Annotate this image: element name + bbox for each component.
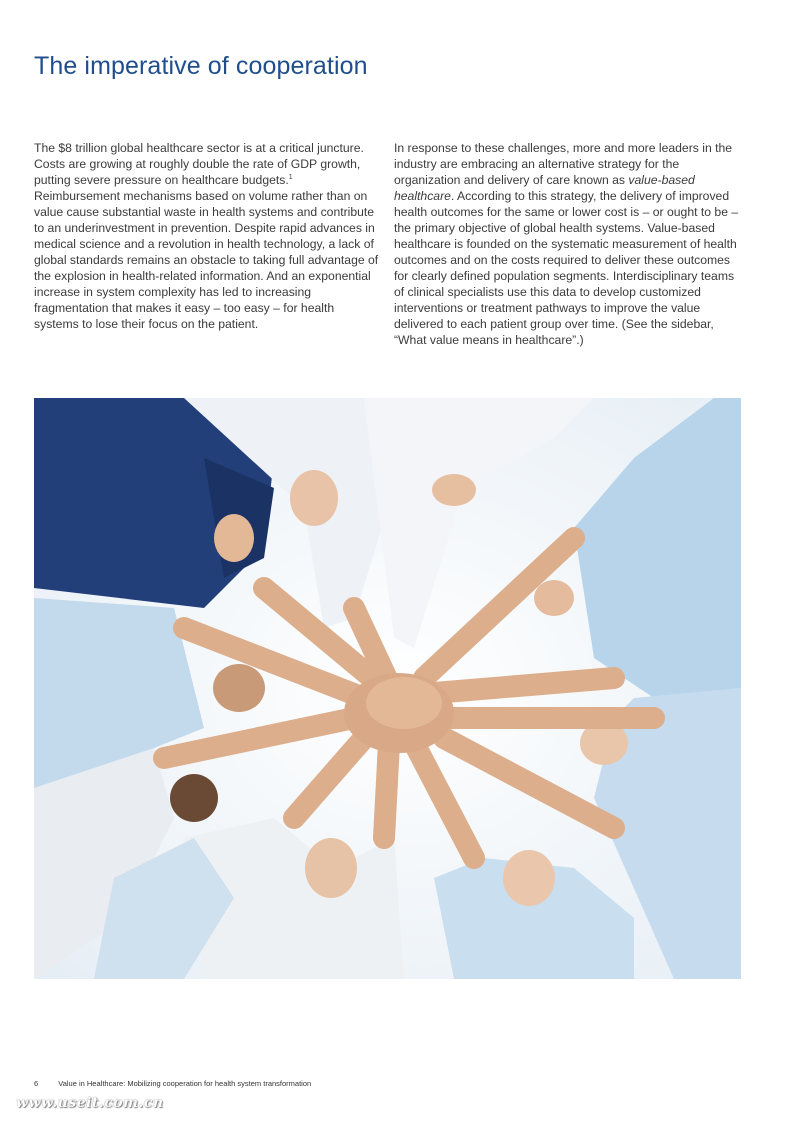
left-column <box>34 140 379 332</box>
site-watermark: www.useit.com.cn <box>16 1095 164 1111</box>
left-text-2: Reimbursement mechanisms based on volume rather than on value cause substantial waste in health systems and contribute to an underinvestment in prevention. Despite rapid advances in medical science and a revolution in health technology, a lack of global standards remains an obstacle to taking full advantage of the explosion in health-related information. And an exponential increase in system complexity has led to increasing fragmentation that makes it easy – too easy – for health systems to lose their focus on the patient. <box>34 189 379 331</box>
page-number: 6 <box>34 1079 39 1088</box>
team-hands-photo <box>34 398 741 979</box>
right-text-2: . According to this strategy, the delivery of improved health outcomes for the same or lower cost is – or ought to be – the primary objective of global health systems. Value-based healthcare is founded on the systematic measurement of health outcomes and on the costs required to deliver these outcomes for clearly defined population segments. Interdisciplinary teams of clinical specialists use this data to develop customized interventions or treatment pathways to improve the value delivered to each patient group over time. (See the sidebar, “What value means in healthcare”.) <box>394 189 739 347</box>
left-paragraph <box>34 140 379 332</box>
left-text-1: The $8 trillion global healthcare sector is at a critical juncture. Costs are growing at roughly double the rate of GDP growth, putting severe pressure on healthcare budgets. <box>34 141 364 187</box>
right-paragraph <box>394 140 744 348</box>
page-footer <box>34 1079 311 1088</box>
right-text-1: In response to these challenges, more and more leaders in the industry are embracing an alternative strategy for the organization and delivery of care known as <box>394 141 733 187</box>
page-title: The imperative of cooperation <box>34 52 368 80</box>
emphasis-value-based: value-based healthcare <box>394 173 695 203</box>
right-column <box>394 140 744 348</box>
running-title: Value in Healthcare: Mobilizing cooperation for health system transformation <box>58 1079 312 1088</box>
footnote-ref: 1 <box>288 173 293 181</box>
photo-illustration <box>34 398 741 979</box>
